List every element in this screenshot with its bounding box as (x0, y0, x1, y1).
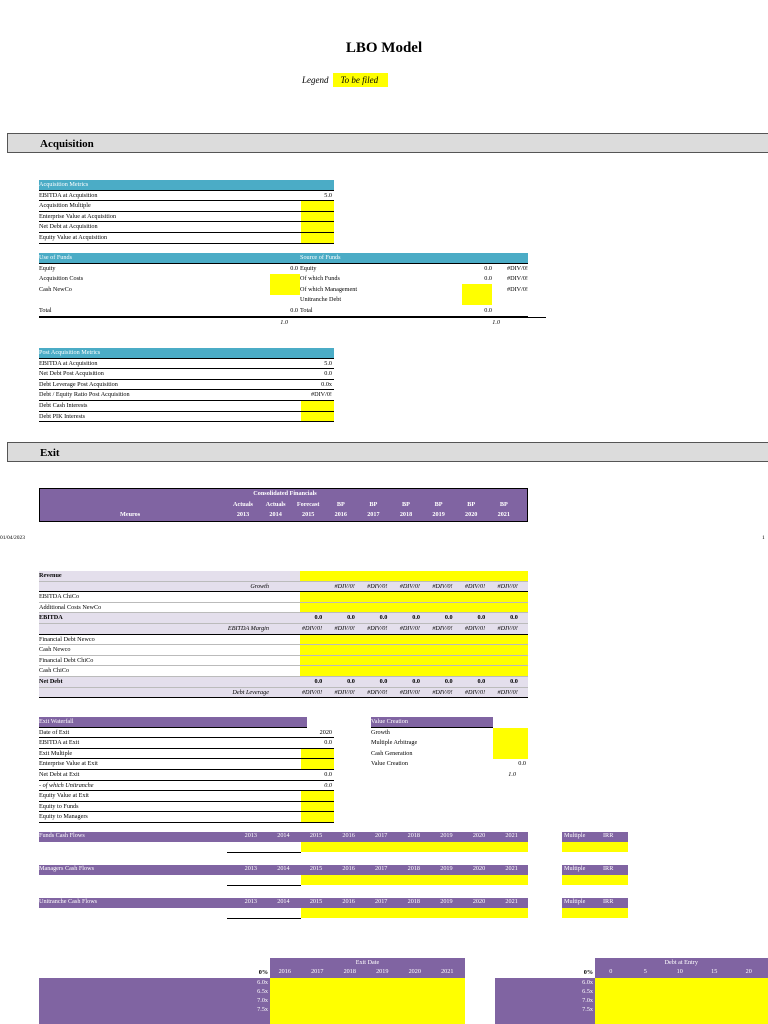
acq-value[interactable] (301, 233, 334, 243)
waterfall-label: Date of Exit (39, 728, 70, 736)
cash-flow-header (39, 898, 528, 908)
acq-label: Equity Value at Acquisition (39, 233, 108, 241)
financials-input-cells[interactable] (300, 635, 528, 645)
sources-label: Of which Funds (300, 275, 340, 283)
s2-col: 20 (745, 968, 752, 975)
value-creation-check: 1.0 (508, 770, 516, 778)
financials-table (39, 571, 528, 698)
uses-row (39, 306, 300, 317)
financials-cell: #DIV/0! (301, 688, 323, 696)
sources-pct: #DIV/0! (507, 285, 528, 293)
post-value[interactable] (301, 412, 334, 422)
financials-cell: #DIV/0! (497, 624, 518, 632)
s1-col: 2017 (311, 968, 324, 975)
financials-cell: #DIV/0! (432, 582, 453, 590)
waterfall-label: Exit Multiple (39, 749, 73, 757)
irr-label: IRR (603, 865, 614, 872)
waterfall-row (39, 759, 334, 770)
post-row (39, 359, 334, 370)
waterfall-label: Enterprise Value at Exit (39, 760, 98, 768)
sensitivity-exit-date (39, 958, 465, 1024)
financials-row (39, 592, 528, 603)
s2-row-label: 6.0x (582, 979, 593, 986)
cash-flows-area (0, 830, 768, 920)
financials-row (39, 635, 528, 646)
cash-flow-year: 2013 (244, 832, 257, 839)
post-label: EBITDA at Acquisition (39, 359, 98, 367)
financials-header (39, 488, 528, 522)
multiple-irr-inputs[interactable] (562, 842, 628, 852)
multiple-irr-header (562, 832, 628, 842)
financials-cell: #DIV/0! (399, 582, 420, 590)
financials-cell: 0.0 (510, 614, 518, 622)
acq-label: Enterprise Value at Acquisition (39, 212, 117, 220)
cash-flow-actuals-line (227, 875, 301, 886)
waterfall-row (39, 812, 334, 823)
acq-row (39, 191, 334, 202)
waterfall-value[interactable] (301, 791, 334, 801)
multiple-irr-header (562, 898, 628, 908)
acq-row (39, 201, 334, 212)
post-value: 5.0 (324, 359, 332, 367)
uses-row (39, 285, 300, 296)
s1-header (270, 958, 465, 978)
s1-grid[interactable] (270, 978, 465, 1024)
sources-label: Total (300, 306, 313, 314)
source-of-funds-table (300, 253, 528, 328)
post-label: Debt PIK Interests (39, 412, 86, 420)
uses-check: 1.0 (39, 317, 300, 329)
sources-check: 1.0 (300, 317, 546, 329)
cash-flow-year: 2014 (277, 865, 290, 872)
waterfall-value[interactable] (301, 802, 334, 812)
post-header: Post Acquisition Metrics (39, 348, 334, 359)
post-label: Debt / Equity Ratio Post Acquisition (39, 391, 130, 399)
financials-cell: #DIV/0! (399, 624, 420, 632)
sources-header: Source of Funds (300, 253, 528, 264)
financials-title: Consolidated Financials (253, 490, 317, 497)
financials-label: Cash ChiCo (39, 667, 70, 675)
multiple-irr-inputs[interactable] (562, 875, 628, 885)
financials-label: Revenue (39, 572, 62, 579)
financials-input-cells[interactable] (300, 666, 528, 676)
acq-row (39, 222, 334, 233)
s2-col: 15 (711, 968, 718, 975)
sources-label: Equity (300, 264, 317, 272)
col-year: 2013 (236, 511, 250, 518)
financials-cell: #DIV/0! (432, 688, 453, 696)
cash-flow-inputs[interactable] (301, 875, 528, 885)
cash-flow-year: 2021 (505, 865, 518, 872)
value-creation-label: Growth (371, 728, 390, 736)
uses-value: 0.0 (290, 306, 298, 314)
legend-swatch: To be filed (333, 73, 389, 87)
col-type: BP (369, 501, 378, 508)
waterfall-label: Equity to Funds (39, 802, 79, 810)
cash-flow-header (39, 832, 528, 842)
cash-flow-label: Funds Cash Flows (39, 832, 85, 839)
value-creation-table (371, 717, 528, 781)
financials-cell: #DIV/0! (399, 688, 420, 696)
sources-pct: #DIV/0! (507, 275, 528, 283)
s1-title: Exit Date (355, 959, 380, 966)
s1-corner: 0% (258, 969, 268, 976)
financials-cell: 0.0 (477, 614, 486, 622)
uses-header: Use of Funds (39, 253, 300, 264)
waterfall-label: Equity Value at Exit (39, 792, 89, 800)
cash-flow-year: 2020 (472, 865, 486, 872)
financials-label: Net Debt (39, 677, 63, 685)
financials-cell: 0.0 (379, 677, 388, 685)
financials-row (39, 688, 528, 699)
financials-label: Financial Debt ChiCo (39, 656, 94, 664)
financials-input-cells[interactable] (300, 656, 528, 666)
col-type: BP (336, 501, 345, 508)
legend (302, 73, 388, 87)
cash-flow-inputs[interactable] (301, 908, 528, 918)
waterfall-label: - of which Unitranche (39, 781, 94, 789)
sources-value: 0.0 (484, 275, 492, 283)
financials-input-cells[interactable] (300, 603, 528, 613)
col-type: BP (434, 501, 443, 508)
irr-label: IRR (603, 898, 614, 905)
financials-cell: 0.0 (347, 677, 355, 685)
uses-value: 0.0 (290, 264, 298, 272)
cash-flow-year: 2016 (342, 832, 355, 839)
waterfall-row (39, 770, 334, 781)
s1-row-label: 7.5x (257, 1006, 268, 1013)
sources-label: Of which Management (300, 285, 358, 293)
col-type: BP (467, 501, 476, 508)
multiple-label: Multiple (564, 832, 586, 839)
financials-label: Financial Debt Newco (39, 635, 95, 643)
col-type: Actuals (233, 501, 253, 508)
financials-cell: #DIV/0! (497, 582, 518, 590)
col-type: BP (499, 501, 508, 508)
irr-label: IRR (603, 832, 614, 839)
s1-row-label: 6.0x (257, 979, 268, 986)
col-type: Forecast (296, 501, 320, 508)
acq-value: 5.0 (324, 191, 332, 199)
cash-flow-year: 2013 (244, 898, 257, 905)
uses-row (39, 264, 300, 275)
use-of-funds-table (39, 253, 300, 328)
financials-cell: #DIV/0! (497, 688, 518, 696)
cash-flow-year: 2014 (277, 898, 290, 905)
col-year: 2019 (432, 511, 445, 518)
financials-input-cells[interactable] (300, 571, 528, 581)
financials-cell: #DIV/0! (464, 582, 486, 590)
financials-cell: #DIV/0! (334, 624, 355, 632)
s2-title: Debt at Entry (664, 959, 698, 966)
post-value: 0.0x (321, 380, 332, 388)
cash-flow-year: 2021 (505, 898, 518, 905)
uses-row (39, 295, 300, 306)
uses-label: Acquisition Costs (39, 275, 84, 283)
financials-cell: 0.0 (444, 677, 453, 685)
financials-cell: 0.0 (347, 614, 355, 622)
col-year: 2015 (302, 511, 315, 518)
financials-label: Cash Newco (39, 646, 71, 654)
value-creation-row (371, 759, 528, 770)
s2-col: 5 (643, 968, 647, 975)
cash-flow-inputs[interactable] (301, 842, 528, 852)
cash-flow-year: 2016 (342, 865, 355, 872)
sources-label: Unitranche Debt (300, 296, 342, 304)
financials-cell: #DIV/0! (367, 624, 388, 632)
post-row (39, 380, 334, 391)
post-value: 0.0 (324, 370, 332, 378)
post-label: Debt Cash Interests (39, 401, 88, 409)
financials-cell: 0.0 (379, 614, 388, 622)
sources-row (300, 295, 528, 306)
financials-cell: #DIV/0! (432, 624, 453, 632)
waterfall-value: 0.0 (324, 770, 332, 778)
s1-row-label: 7.0x (257, 997, 268, 1004)
s1-col: 2020 (408, 968, 421, 975)
s2-col: 0 (609, 968, 613, 975)
col-year: 2014 (269, 511, 282, 518)
s2-row-label: 7.5x (582, 1006, 593, 1013)
waterfall-label: EBITDA at Exit (39, 739, 80, 747)
waterfall-value[interactable] (301, 749, 334, 759)
sources-row (300, 285, 528, 296)
financials-row (39, 624, 528, 635)
acquisition-metrics-table (39, 180, 334, 244)
post-label: Net Debt Post Acquisition (39, 370, 104, 378)
financials-sub: EBITDA Margin (227, 624, 269, 632)
cash-flow-year: 2014 (277, 832, 290, 839)
col-year: 2021 (497, 511, 510, 518)
s1-col: 2016 (278, 968, 291, 975)
financials-row (39, 656, 528, 667)
sources-row (300, 306, 528, 317)
cash-flow-year: 2019 (440, 898, 453, 905)
col-year: 2016 (334, 511, 347, 518)
sources-row (300, 264, 528, 275)
uses-row (39, 274, 300, 285)
acq-row (39, 212, 334, 223)
s1-col: 2018 (343, 968, 356, 975)
financials-units: Meuros (120, 511, 141, 518)
waterfall-row (39, 738, 334, 749)
exit-waterfall-table (39, 717, 334, 823)
post-value[interactable] (301, 401, 334, 411)
multiple-label: Multiple (564, 865, 586, 872)
financials-row (39, 582, 528, 593)
legend-label: Legend (302, 75, 329, 85)
footer-page: 1 (762, 535, 765, 541)
cash-flow-year: 2017 (375, 898, 388, 905)
s1-row-label: 6.5x (257, 988, 268, 995)
cash-flow-header (39, 865, 528, 875)
cash-flow-year: 2018 (407, 898, 420, 905)
cash-flow-year: 2017 (375, 865, 388, 872)
page-title: LBO Model (345, 40, 423, 56)
value-creation-label: Multiple Arbitrage (371, 739, 418, 747)
section-acquisition: Acquisition (7, 133, 768, 153)
financials-cell: 0.0 (477, 677, 486, 685)
sources-input-cells[interactable] (462, 284, 492, 305)
s1-col: 2021 (441, 968, 454, 975)
post-row (39, 401, 334, 412)
waterfall-value[interactable] (301, 812, 334, 822)
financials-sub: Debt Leverage (232, 688, 269, 696)
uses-label: Equity (39, 264, 56, 272)
col-year: 2020 (465, 511, 478, 518)
acq-header: Acquisition Metrics (39, 180, 334, 191)
waterfall-row (39, 749, 334, 760)
value-creation-header: Value Creation (371, 717, 493, 728)
col-type: Actuals (265, 501, 286, 508)
waterfall-label: Equity to Managers (39, 813, 88, 821)
post-row (39, 390, 334, 401)
financials-cell: #DIV/0! (334, 582, 355, 590)
financials-input-cells[interactable] (300, 592, 528, 602)
multiple-label: Multiple (564, 898, 586, 905)
uses-label: Cash NewCo (39, 285, 72, 293)
waterfall-row (39, 781, 334, 792)
multiple-irr-header (562, 865, 628, 875)
s1-col: 2019 (376, 968, 389, 975)
financials-cell: #DIV/0! (367, 582, 388, 590)
waterfall-label: Net Debt at Exit (39, 770, 80, 778)
cash-flow-year: 2016 (342, 898, 355, 905)
cash-flow-year: 2013 (244, 865, 257, 872)
post-row (39, 412, 334, 423)
financials-row (39, 571, 528, 582)
cash-flow-actuals-line (227, 908, 301, 919)
cash-flow-year: 2020 (472, 898, 486, 905)
col-year: 2017 (367, 511, 380, 518)
s2-row-label: 7.0x (582, 997, 593, 1004)
value-creation-inputs[interactable] (493, 728, 528, 759)
s2-corner: 0% (583, 969, 593, 976)
value-creation-value: 0.0 (518, 760, 526, 768)
financials-input-cells[interactable] (300, 645, 528, 655)
financials-label: EBITDA ChiCo (39, 593, 80, 601)
cash-flow-year: 2015 (309, 898, 323, 905)
financials-cell: #DIV/0! (334, 688, 355, 696)
section-exit: Exit (7, 442, 768, 462)
financials-cell: 0.0 (510, 677, 518, 685)
cash-flow-label: Unitranche Cash Flows (39, 898, 98, 905)
cash-flow-year: 2021 (505, 832, 518, 839)
uses-input-cells[interactable] (270, 274, 300, 295)
financials-cell: 0.0 (314, 614, 323, 622)
financials-row (39, 666, 528, 677)
col-type: BP (402, 501, 410, 508)
acq-label: Acquisition Multiple (39, 202, 91, 210)
financials-cell: #DIV/0! (464, 624, 486, 632)
acq-row (39, 233, 334, 244)
waterfall-row (39, 791, 334, 802)
cash-flow-year: 2018 (407, 832, 420, 839)
footer-date: 01/04/2023 (0, 535, 26, 541)
value-creation-label: Cash Generation (371, 749, 413, 757)
acq-value[interactable] (301, 212, 334, 222)
waterfall-value: 2020 (319, 728, 332, 736)
cash-flow-year: 2015 (309, 865, 323, 872)
financials-sub: Growth (250, 582, 269, 590)
financials-cell: 0.0 (412, 677, 420, 685)
financials-row (39, 677, 528, 688)
s2-grid[interactable] (595, 978, 768, 1024)
uses-label: Total (39, 306, 52, 314)
waterfall-value[interactable] (301, 759, 334, 769)
financials-row (39, 613, 528, 624)
cash-flow-year: 2020 (472, 832, 486, 839)
financials-row (39, 645, 528, 656)
s2-header (595, 958, 768, 978)
waterfall-value: 0.0 (324, 781, 332, 789)
financials-cell: #DIV/0! (464, 688, 486, 696)
cash-flow-label: Managers Cash Flows (39, 865, 94, 872)
multiple-irr-inputs[interactable] (562, 908, 628, 918)
financials-cell: #DIV/0! (301, 624, 323, 632)
cash-flow-year: 2019 (440, 865, 453, 872)
waterfall-header: Exit Waterfall (39, 717, 307, 728)
sources-row (300, 274, 528, 285)
sensitivity-debt-at-entry (495, 958, 768, 1024)
acq-label: Net Debt at Acquisition (39, 223, 98, 231)
financials-cell: 0.0 (412, 614, 420, 622)
financials-cell: 0.0 (314, 677, 323, 685)
sources-value: 0.0 (484, 264, 492, 272)
cash-flow-year: 2018 (407, 865, 420, 872)
financials-label: EBITDA (39, 614, 63, 622)
cash-flow-actuals-line (227, 842, 301, 853)
financials-row (39, 603, 528, 614)
post-label: Debt Leverage Post Acquisition (39, 380, 118, 388)
acq-label: EBITDA at Acquisition (39, 191, 98, 199)
sources-value: 0.0 (484, 306, 492, 314)
cash-flow-year: 2015 (309, 832, 323, 839)
s2-col: 10 (676, 968, 683, 975)
cash-flow-year: 2019 (440, 832, 453, 839)
acq-value[interactable] (301, 201, 334, 211)
value-creation-label: Value Creation (371, 760, 408, 768)
financials-label: Additional Costs NewCo (39, 603, 102, 611)
acq-value[interactable] (301, 222, 334, 232)
financials-cell: #DIV/0! (367, 688, 388, 696)
waterfall-row (39, 728, 334, 739)
waterfall-value: 0.0 (324, 739, 332, 747)
sources-pct: #DIV/0! (507, 264, 528, 272)
col-year: 2018 (399, 511, 413, 518)
post-acquisition-table (39, 348, 334, 422)
financials-cell: 0.0 (444, 614, 453, 622)
post-row (39, 369, 334, 380)
post-value: #DIV/0! (311, 391, 332, 399)
waterfall-row (39, 802, 334, 813)
s2-row-label: 6.5x (582, 988, 593, 995)
cash-flow-year: 2017 (375, 832, 388, 839)
